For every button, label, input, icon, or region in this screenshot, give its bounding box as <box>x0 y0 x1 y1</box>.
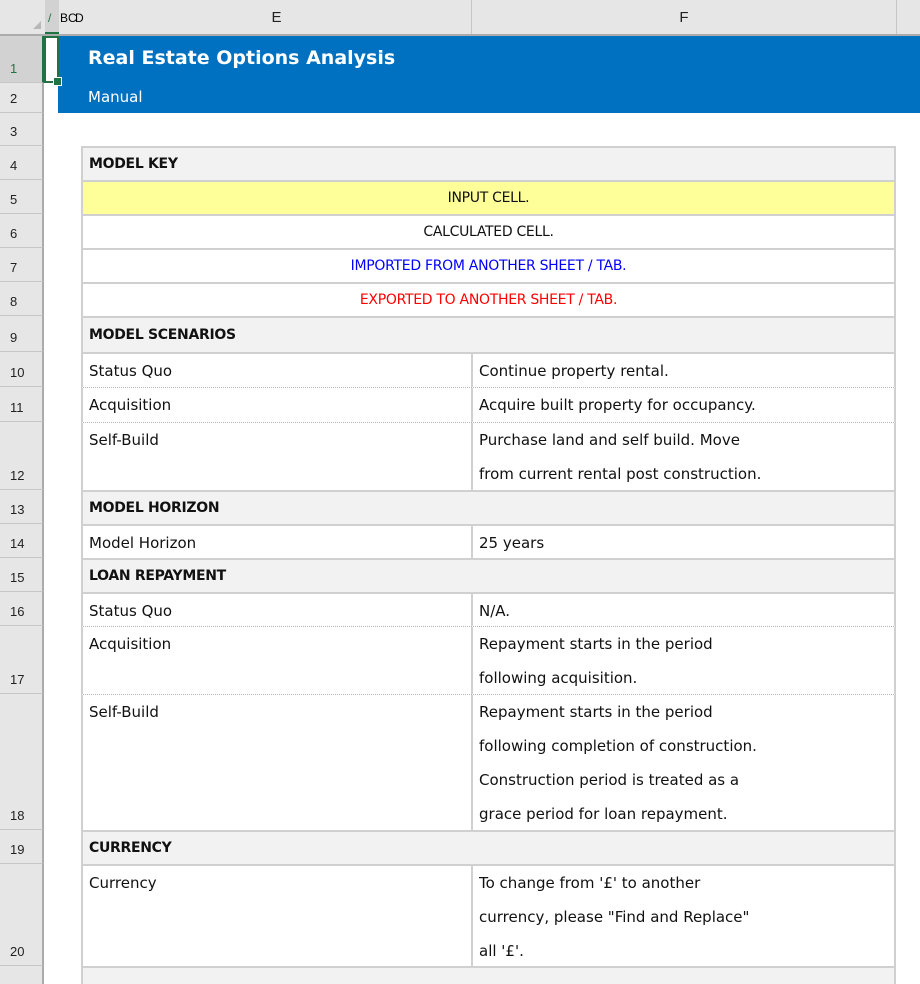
table-row-loan-status-quo[interactable] <box>81 592 896 626</box>
description-line: Construction period is treated as a <box>479 771 740 789</box>
row-header-6[interactable]: 6 <box>0 214 44 248</box>
model-horizon-header[interactable]: MODEL HORIZON <box>81 490 896 524</box>
row-header-16[interactable]: 16 <box>0 592 44 626</box>
description-line: currency, please "Find and Replace" <box>479 908 750 926</box>
loan-label[interactable]: Status Quo <box>89 602 173 620</box>
description-line: To change from '£' to another <box>479 874 701 892</box>
description-line: all '£'. <box>479 942 524 960</box>
row-header-15[interactable]: 15 <box>0 558 44 592</box>
loan-label[interactable]: Self-Build <box>89 703 159 721</box>
row-header-2[interactable]: 2 <box>0 83 44 113</box>
model-key-header[interactable]: MODEL KEY <box>81 146 896 180</box>
key-imported-cell[interactable]: IMPORTED FROM ANOTHER SHEET / TAB. <box>81 248 896 282</box>
table-row-loan-self-build[interactable] <box>81 694 896 830</box>
currency-description[interactable] <box>471 866 894 966</box>
scenario-label[interactable]: Acquisition <box>89 396 172 414</box>
row-header-20[interactable]: 20 <box>0 864 44 966</box>
sheet-subtitle: Manual <box>88 88 143 106</box>
select-all-corner[interactable] <box>0 0 45 34</box>
table-row-self-build[interactable] <box>81 422 896 490</box>
row-header-14[interactable]: 14 <box>0 524 44 558</box>
scenario-description[interactable]: Continue property rental. <box>471 354 894 387</box>
row-header-12[interactable]: 12 <box>0 422 44 490</box>
row-header-19[interactable]: 19 <box>0 830 44 864</box>
row-header-11[interactable]: 11 <box>0 387 44 422</box>
row-header-9[interactable]: 9 <box>0 316 44 352</box>
key-exported-cell[interactable]: EXPORTED TO ANOTHER SHEET / TAB. <box>81 282 896 316</box>
row-header-17[interactable]: 17 <box>0 626 44 694</box>
description-line: Repayment starts in the period <box>479 703 713 721</box>
model-scenarios-header[interactable]: MODEL SCENARIOS <box>81 316 896 352</box>
scenario-description[interactable] <box>471 423 894 490</box>
description-line: following completion of construction. <box>479 737 757 755</box>
row-header-10[interactable]: 10 <box>0 352 44 387</box>
column-header-a[interactable]: / <box>45 0 59 34</box>
loan-label[interactable]: Acquisition <box>89 635 172 653</box>
description-line: Purchase land and self build. Move <box>479 431 740 449</box>
sheet-title: Real Estate Options Analysis <box>88 47 396 69</box>
key-calculated-cell[interactable]: CALCULATED CELL. <box>81 214 896 248</box>
row-header-18[interactable]: 18 <box>0 694 44 830</box>
active-cell-a1[interactable] <box>44 36 59 83</box>
column-header-d[interactable]: D <box>75 11 84 25</box>
description-line: Repayment starts in the period <box>479 635 713 653</box>
row-header-13[interactable]: 13 <box>0 490 44 524</box>
column-header-b[interactable]: B <box>60 11 69 25</box>
row-header-8[interactable]: 8 <box>0 282 44 316</box>
row-header-7[interactable]: 7 <box>0 248 44 282</box>
currency-header[interactable]: CURRENCY <box>81 830 896 864</box>
description-line: grace period for loan repayment. <box>479 805 728 823</box>
scenario-label[interactable]: Self-Build <box>89 431 159 449</box>
horizon-label[interactable]: Model Horizon <box>89 534 197 552</box>
description-line: following acquisition. <box>479 669 638 687</box>
scenario-label[interactable]: Status Quo <box>89 362 173 380</box>
row-header-5[interactable]: 5 <box>0 180 44 214</box>
table-row-acquisition[interactable] <box>81 387 896 422</box>
key-input-cell[interactable]: INPUT CELL. <box>81 180 896 214</box>
loan-description[interactable] <box>471 627 894 694</box>
row-header-3[interactable]: 3 <box>0 113 44 146</box>
row-header-1[interactable]: 1 <box>0 36 44 83</box>
loan-description[interactable]: N/A. <box>471 594 894 626</box>
loan-description[interactable] <box>471 695 894 830</box>
column-header-c[interactable]: C <box>68 11 77 25</box>
next-section-row[interactable] <box>81 966 896 984</box>
column-header-f[interactable]: F <box>472 0 897 34</box>
description-line: from current rental post construction. <box>479 465 762 483</box>
table-row-status-quo[interactable] <box>81 352 896 387</box>
scenario-description[interactable]: Acquire built property for occupancy. <box>471 388 894 422</box>
currency-label[interactable]: Currency <box>89 874 157 892</box>
table-row-currency[interactable] <box>81 864 896 966</box>
select-all-triangle-icon <box>33 21 41 29</box>
title-banner <box>58 36 920 113</box>
table-row-model-horizon[interactable] <box>81 524 896 558</box>
loan-repayment-header[interactable]: LOAN REPAYMENT <box>81 558 896 592</box>
horizon-value[interactable]: 25 years <box>471 526 894 558</box>
row-header-21[interactable] <box>0 966 44 984</box>
column-header-e[interactable]: E <box>82 0 472 34</box>
column-header-bar <box>0 0 920 36</box>
row-header-4[interactable]: 4 <box>0 146 44 180</box>
table-row-loan-acquisition[interactable] <box>81 626 896 694</box>
